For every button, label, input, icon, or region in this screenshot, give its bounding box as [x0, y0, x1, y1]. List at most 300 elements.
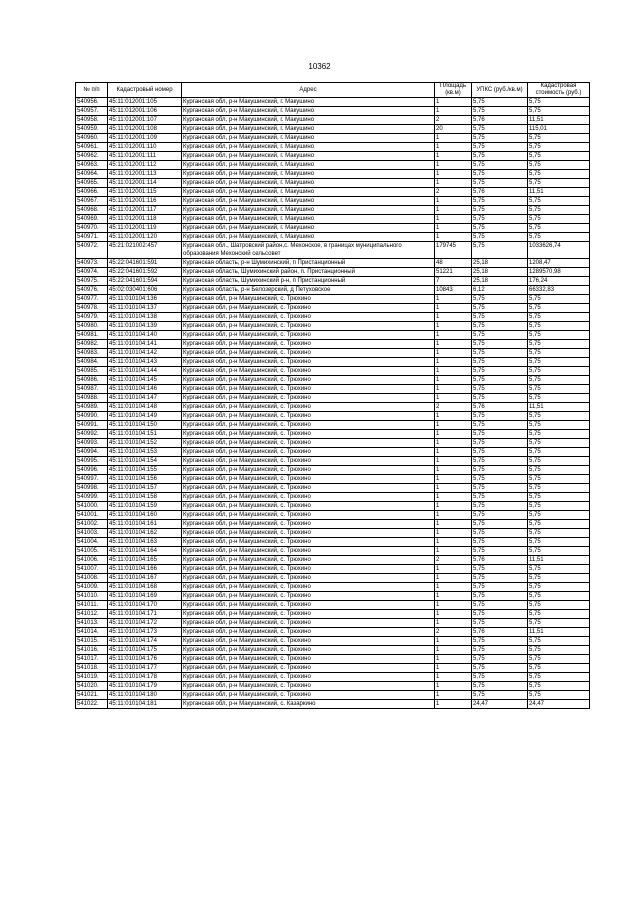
- address: Курганская обл, р-н Макушинский, г. Макушино: [182, 134, 435, 143]
- address: Курганская обл, р-н Макушинский, с. Трюхино: [182, 664, 435, 673]
- cadastral-number: 45:22:041601:594: [108, 277, 182, 286]
- upks: 5,75: [472, 601, 528, 610]
- table-row: [76, 448, 590, 457]
- address: Курганская обл, р-н Макушинский, с. Трюхино: [182, 511, 435, 520]
- cadastral-value: 5,75: [528, 322, 590, 331]
- cadastral-value: 5,75: [528, 430, 590, 439]
- upks: 5,75: [472, 547, 528, 556]
- address: Курганская обл, р-н Макушинский, г. Макушино: [182, 179, 435, 188]
- upks: 5,75: [472, 493, 528, 502]
- upks: 5,75: [472, 565, 528, 574]
- area: 1: [435, 655, 472, 664]
- row-number: 541011.: [76, 601, 108, 610]
- table-row: [76, 197, 590, 206]
- cadastral-value: 5,75: [528, 304, 590, 313]
- address: Курганская обл, р-н Макушинский, с. Трюхино: [182, 484, 435, 493]
- upks: 5,76: [472, 116, 528, 125]
- table-row: [76, 493, 590, 502]
- cadastral-value: 5,75: [528, 376, 590, 385]
- row-number: 540976.: [76, 286, 108, 295]
- area: 1: [435, 493, 472, 502]
- cadastral-number: 45:11:012001:116: [108, 197, 182, 206]
- row-number: 541004.: [76, 538, 108, 547]
- cadastral-number: 45:11:010104:173: [108, 628, 182, 637]
- address: Курганская обл, р-н Макушинский, с. Трюхино: [182, 466, 435, 475]
- row-number: 541022.: [76, 700, 108, 709]
- area: 1: [435, 538, 472, 547]
- table-row: [76, 259, 590, 268]
- upks: 5,75: [472, 295, 528, 304]
- address: Курганская обл, р-н Макушинский, с. Трюхино: [182, 610, 435, 619]
- address: Курганская обл, р-н Макушинский, г. Макушино: [182, 125, 435, 134]
- address: Курганская обл, р-н Макушинский, с. Трюхино: [182, 367, 435, 376]
- upks: 5,75: [472, 242, 528, 259]
- upks: 5,75: [472, 673, 528, 682]
- cadastral-number: 45:11:012001:113: [108, 170, 182, 179]
- cadastral-value: 5,75: [528, 574, 590, 583]
- row-number: 541009.: [76, 583, 108, 592]
- address: Курганская обл, р-н Макушинский, с. Трюхино: [182, 691, 435, 700]
- upks: 5,75: [472, 233, 528, 242]
- address: Курганская обл, р-н Макушинский, с. Трюхино: [182, 475, 435, 484]
- address: Курганская обл, р-н Макушинский, г. Макушино: [182, 116, 435, 125]
- table-row: [76, 601, 590, 610]
- upks: 5,75: [472, 206, 528, 215]
- cadastral-number: 45:11:010104:146: [108, 385, 182, 394]
- cadastral-value: 5,75: [528, 313, 590, 322]
- area: 20: [435, 125, 472, 134]
- cadastral-number: 45:11:010104:180: [108, 691, 182, 700]
- address: Курганская область, р-н Белозерский, д Петуховское: [182, 286, 435, 295]
- address: Курганская обл, р-н Макушинский, г. Макушино: [182, 152, 435, 161]
- cadastral-table: [75, 82, 590, 709]
- cadastral-value: 11,51: [528, 556, 590, 565]
- table-row: [76, 619, 590, 628]
- row-number: 541019.: [76, 673, 108, 682]
- row-number: 540960.: [76, 134, 108, 143]
- row-number: 541021.: [76, 691, 108, 700]
- cadastral-number: 45:11:010104:155: [108, 466, 182, 475]
- upks: 5,75: [472, 538, 528, 547]
- area: 1: [435, 385, 472, 394]
- table-row: [76, 646, 590, 655]
- cadastral-value: 5,75: [528, 466, 590, 475]
- cadastral-number: 45:11:010104:151: [108, 430, 182, 439]
- area: 1: [435, 565, 472, 574]
- table-row: [76, 286, 590, 295]
- upks: 5,75: [472, 583, 528, 592]
- row-number: 541010.: [76, 592, 108, 601]
- row-number: 540985.: [76, 367, 108, 376]
- row-number: 541008.: [76, 574, 108, 583]
- column-header-number: № п/п: [76, 83, 108, 98]
- row-number: 541014.: [76, 628, 108, 637]
- table-row: [76, 466, 590, 475]
- cadastral-number: 45:11:010104:143: [108, 358, 182, 367]
- cadastral-value: 5,75: [528, 529, 590, 538]
- row-number: 541017.: [76, 655, 108, 664]
- cadastral-number: 45:11:010104:178: [108, 673, 182, 682]
- upks: 5,75: [472, 655, 528, 664]
- table-row: [76, 664, 590, 673]
- table-row: [76, 206, 590, 215]
- area: 2: [435, 556, 472, 565]
- cadastral-number: 45:11:010104:136: [108, 295, 182, 304]
- row-number: 540991.: [76, 421, 108, 430]
- cadastral-number: 45:11:010104:158: [108, 493, 182, 502]
- row-number: 541006.: [76, 556, 108, 565]
- row-number: 541015.: [76, 637, 108, 646]
- cadastral-value: 5,75: [528, 484, 590, 493]
- row-number: 540996.: [76, 466, 108, 475]
- cadastral-number: 45:11:010104:150: [108, 421, 182, 430]
- row-number: 540997.: [76, 475, 108, 484]
- upks: 5,75: [472, 412, 528, 421]
- address: Курганская обл, р-н Макушинский, с. Трюхино: [182, 556, 435, 565]
- area: 10843: [435, 286, 472, 295]
- area: 1: [435, 376, 472, 385]
- table-row: [76, 565, 590, 574]
- upks: 5,75: [472, 340, 528, 349]
- cadastral-number: 45:11:012001:108: [108, 125, 182, 134]
- address: Курганская обл, р-н Макушинский, с. Трюхино: [182, 358, 435, 367]
- table-row: [76, 691, 590, 700]
- table-row: [76, 574, 590, 583]
- address: Курганская обл, р-н Макушинский, г. Макушино: [182, 107, 435, 116]
- row-number: 540962.: [76, 152, 108, 161]
- cadastral-number: 45:11:010104:144: [108, 367, 182, 376]
- address: Курганская обл, р-н Макушинский, с. Трюхино: [182, 304, 435, 313]
- address: Курганская обл, р-н Макушинский, с. Трюхино: [182, 403, 435, 412]
- upks: 5,75: [472, 682, 528, 691]
- address: Курганская обл, р-н Макушинский, с. Трюхино: [182, 322, 435, 331]
- area: 48: [435, 259, 472, 268]
- upks: 6,12: [472, 286, 528, 295]
- area: 1: [435, 466, 472, 475]
- area: 2: [435, 403, 472, 412]
- table-row: [76, 277, 590, 286]
- area: 1: [435, 134, 472, 143]
- address: Курганская обл, р-н Макушинский, с. Трюхино: [182, 520, 435, 529]
- cadastral-value: 1208,47: [528, 259, 590, 268]
- upks: 25,18: [472, 268, 528, 277]
- upks: 24,47: [472, 700, 528, 709]
- row-number: 540982.: [76, 340, 108, 349]
- cadastral-number: 45:11:012001:105: [108, 98, 182, 107]
- upks: 5,75: [472, 529, 528, 538]
- area: 1: [435, 448, 472, 457]
- cadastral-value: 5,75: [528, 358, 590, 367]
- cadastral-value: 5,75: [528, 682, 590, 691]
- cadastral-number: 45:11:010104:174: [108, 637, 182, 646]
- cadastral-value: 5,75: [528, 367, 590, 376]
- table-row: [76, 98, 590, 107]
- area: 1: [435, 619, 472, 628]
- address: Курганская обл, р-н Макушинский, г. Макушино: [182, 224, 435, 233]
- area: 51221: [435, 268, 472, 277]
- cadastral-number: 45:11:010104:179: [108, 682, 182, 691]
- table-row: [76, 188, 590, 197]
- address: Курганская обл, р-н Макушинский, с. Трюхино: [182, 583, 435, 592]
- address: Курганская обл, р-н Макушинский, с. Трюхино: [182, 448, 435, 457]
- address: Курганская обл, р-н Макушинский, с. Трюхино: [182, 394, 435, 403]
- cadastral-number: 45:11:010104:181: [108, 700, 182, 709]
- cadastral-value: 24,47: [528, 700, 590, 709]
- row-number: 540974.: [76, 268, 108, 277]
- row-number: 540957.: [76, 107, 108, 116]
- table-row: [76, 179, 590, 188]
- row-number: 541018.: [76, 664, 108, 673]
- upks: 5,75: [472, 466, 528, 475]
- cadastral-number: 45:11:012001:110: [108, 143, 182, 152]
- cadastral-value: 5,75: [528, 385, 590, 394]
- cadastral-number: 45:11:010104:147: [108, 394, 182, 403]
- upks: 5,75: [472, 520, 528, 529]
- cadastral-number: 45:11:010104:177: [108, 664, 182, 673]
- cadastral-value: 5,75: [528, 457, 590, 466]
- cadastral-number: 45:11:010104:154: [108, 457, 182, 466]
- upks: 5,75: [472, 358, 528, 367]
- address: Курганская обл, р-н Макушинский, с. Трюхино: [182, 538, 435, 547]
- upks: 5,75: [472, 646, 528, 655]
- table-row: [76, 520, 590, 529]
- column-header-upks: УПКС (руб./кв.м): [472, 83, 528, 98]
- table-row: [76, 511, 590, 520]
- upks: 5,75: [472, 331, 528, 340]
- area: 7: [435, 277, 472, 286]
- address: Курганская обл, р-н Макушинский, с. Трюхино: [182, 493, 435, 502]
- upks: 5,76: [472, 556, 528, 565]
- row-number: 541003.: [76, 529, 108, 538]
- cadastral-value: 5,75: [528, 107, 590, 116]
- cadastral-number: 45:11:010104:138: [108, 313, 182, 322]
- cadastral-value: 5,75: [528, 538, 590, 547]
- cadastral-number: 45:11:012001:106: [108, 107, 182, 116]
- page-number: 10362: [308, 62, 331, 71]
- address: Курганская обл, р-н Макушинский, с. Трюхино: [182, 295, 435, 304]
- upks: 5,75: [472, 637, 528, 646]
- upks: 5,75: [472, 430, 528, 439]
- row-number: 540971.: [76, 233, 108, 242]
- upks: 5,75: [472, 313, 528, 322]
- cadastral-value: 5,75: [528, 98, 590, 107]
- table-row: [76, 637, 590, 646]
- upks: 5,75: [472, 394, 528, 403]
- table-row: [76, 304, 590, 313]
- area: 1: [435, 107, 472, 116]
- upks: 5,75: [472, 143, 528, 152]
- area: 1: [435, 547, 472, 556]
- table-row: [76, 152, 590, 161]
- table-row: [76, 655, 590, 664]
- area: 1: [435, 484, 472, 493]
- table-row: [76, 107, 590, 116]
- address: Курганская обл, р-н Макушинский, с. Трюхино: [182, 529, 435, 538]
- row-number: 540981.: [76, 331, 108, 340]
- cadastral-number: 45:11:010104:156: [108, 475, 182, 484]
- table-row: [76, 457, 590, 466]
- cadastral-number: 45:11:010104:137: [108, 304, 182, 313]
- address: Курганская обл, р-н Макушинский, с. Трюхино: [182, 547, 435, 556]
- cadastral-number: 45:22:041601:592: [108, 268, 182, 277]
- row-number: 541001.: [76, 511, 108, 520]
- upks: 5,75: [472, 448, 528, 457]
- cadastral-value: 5,75: [528, 511, 590, 520]
- address: Курганская обл, р-н Макушинский, с. Трюхино: [182, 655, 435, 664]
- row-number: 540964.: [76, 170, 108, 179]
- address: Курганская обл, р-н Макушинский, г. Макушино: [182, 170, 435, 179]
- area: 1: [435, 197, 472, 206]
- area: 1: [435, 295, 472, 304]
- cadastral-number: 45:11:010104:163: [108, 538, 182, 547]
- address: Курганская обл, р-н Макушинский, с. Трюхино: [182, 349, 435, 358]
- cadastral-value: 5,75: [528, 547, 590, 556]
- table-row: [76, 349, 590, 358]
- upks: 5,75: [472, 161, 528, 170]
- area: 1: [435, 430, 472, 439]
- area: 1: [435, 529, 472, 538]
- table-row: [76, 367, 590, 376]
- row-number: 541002.: [76, 520, 108, 529]
- address: Курганская обл, р-н Макушинский, с. Трюхино: [182, 412, 435, 421]
- cadastral-value: 5,75: [528, 179, 590, 188]
- cadastral-value: 5,75: [528, 340, 590, 349]
- cadastral-number: 45:11:012001:109: [108, 134, 182, 143]
- table-row: [76, 143, 590, 152]
- upks: 5,75: [472, 439, 528, 448]
- upks: 5,75: [472, 475, 528, 484]
- cadastral-value: 5,75: [528, 161, 590, 170]
- cadastral-value: 5,75: [528, 170, 590, 179]
- cadastral-number: 45:11:012001:118: [108, 215, 182, 224]
- cadastral-value: 5,75: [528, 412, 590, 421]
- cadastral-value: 1033626,74: [528, 242, 590, 259]
- cadastral-value: 5,75: [528, 233, 590, 242]
- table-header-row: [76, 83, 590, 98]
- row-number: 540993.: [76, 439, 108, 448]
- upks: 5,75: [472, 134, 528, 143]
- address: Курганская область, Шумихинский р-н, п Пристанционный: [182, 277, 435, 286]
- area: 1: [435, 592, 472, 601]
- cadastral-number: 45:11:010104:141: [108, 340, 182, 349]
- row-number: 540987.: [76, 385, 108, 394]
- area: 1: [435, 682, 472, 691]
- cadastral-number: 45:11:010104:166: [108, 565, 182, 574]
- upks: 5,75: [472, 502, 528, 511]
- cadastral-number: 45:11:010104:139: [108, 322, 182, 331]
- table-row: [76, 215, 590, 224]
- upks: 5,75: [472, 152, 528, 161]
- upks: 5,75: [472, 304, 528, 313]
- area: 1: [435, 664, 472, 673]
- cadastral-value: 5,75: [528, 565, 590, 574]
- area: 1: [435, 215, 472, 224]
- row-number: 540995.: [76, 457, 108, 466]
- upks: 5,75: [472, 170, 528, 179]
- area: 1: [435, 439, 472, 448]
- area: 1: [435, 700, 472, 709]
- table-row: [76, 592, 590, 601]
- row-number: 540975.: [76, 277, 108, 286]
- address: Курганская обл, р-н Макушинский, г. Макушино: [182, 188, 435, 197]
- table-row: [76, 313, 590, 322]
- cadastral-number: 45:11:010104:162: [108, 529, 182, 538]
- area: 1: [435, 179, 472, 188]
- area: 1: [435, 394, 472, 403]
- area: 1: [435, 421, 472, 430]
- address: Курганская обл, р-н Макушинский, с. Трюхино: [182, 628, 435, 637]
- cadastral-number: 45:11:012001:115: [108, 188, 182, 197]
- area: 1: [435, 313, 472, 322]
- cadastral-number: 45:11:010104:159: [108, 502, 182, 511]
- cadastral-value: 5,75: [528, 394, 590, 403]
- row-number: 541007.: [76, 565, 108, 574]
- row-number: 540958.: [76, 116, 108, 125]
- row-number: 541016.: [76, 646, 108, 655]
- cadastral-number: 45:11:010104:168: [108, 583, 182, 592]
- upks: 5,75: [472, 224, 528, 233]
- cadastral-value: 5,75: [528, 349, 590, 358]
- table-row: [76, 385, 590, 394]
- table-row: [76, 134, 590, 143]
- upks: 5,75: [472, 457, 528, 466]
- table-row: [76, 547, 590, 556]
- table-row: [76, 475, 590, 484]
- upks: 5,75: [472, 322, 528, 331]
- address: Курганская обл, р-н Макушинский, с. Трюхино: [182, 601, 435, 610]
- table-row: [76, 233, 590, 242]
- cadastral-number: 45:11:010104:165: [108, 556, 182, 565]
- table-row: [76, 376, 590, 385]
- cadastral-value: 115,01: [528, 125, 590, 134]
- address: Курганская область, Шумихинский район, п. Пристанционный: [182, 268, 435, 277]
- row-number: 540999.: [76, 493, 108, 502]
- upks: 5,75: [472, 179, 528, 188]
- address: Курганская обл, р-н Макушинский, г. Макушино: [182, 98, 435, 107]
- row-number: 540994.: [76, 448, 108, 457]
- row-number: 540972.: [76, 242, 108, 259]
- column-header-cadastral-number: Кадастровый номер: [108, 83, 182, 98]
- row-number: 540978.: [76, 304, 108, 313]
- upks: 5,75: [472, 385, 528, 394]
- area: 1: [435, 170, 472, 179]
- address: Курганская обл, р-н Макушинский, с. Казаркино: [182, 700, 435, 709]
- cadastral-number: 45:11:012001:117: [108, 206, 182, 215]
- column-header-area: Площадь (кв.м): [435, 83, 472, 98]
- table-row: [76, 358, 590, 367]
- cadastral-number: 45:11:010104:167: [108, 574, 182, 583]
- cadastral-value: 5,75: [528, 664, 590, 673]
- cadastral-value: 5,75: [528, 673, 590, 682]
- table-row: [76, 322, 590, 331]
- cadastral-value: 5,75: [528, 646, 590, 655]
- row-number: 540986.: [76, 376, 108, 385]
- cadastral-number: 45:11:012001:119: [108, 224, 182, 233]
- cadastral-number: 45:11:012001:112: [108, 161, 182, 170]
- row-number: 540979.: [76, 313, 108, 322]
- row-number: 540983.: [76, 349, 108, 358]
- table-row: [76, 502, 590, 511]
- upks: 5,75: [472, 511, 528, 520]
- area: 1: [435, 358, 472, 367]
- cadastral-number: 45:11:010104:161: [108, 520, 182, 529]
- cadastral-number: 45:11:010104:157: [108, 484, 182, 493]
- upks: 5,76: [472, 188, 528, 197]
- cadastral-value: 5,75: [528, 475, 590, 484]
- area: 2: [435, 188, 472, 197]
- row-number: 540968.: [76, 206, 108, 215]
- table-row: [76, 538, 590, 547]
